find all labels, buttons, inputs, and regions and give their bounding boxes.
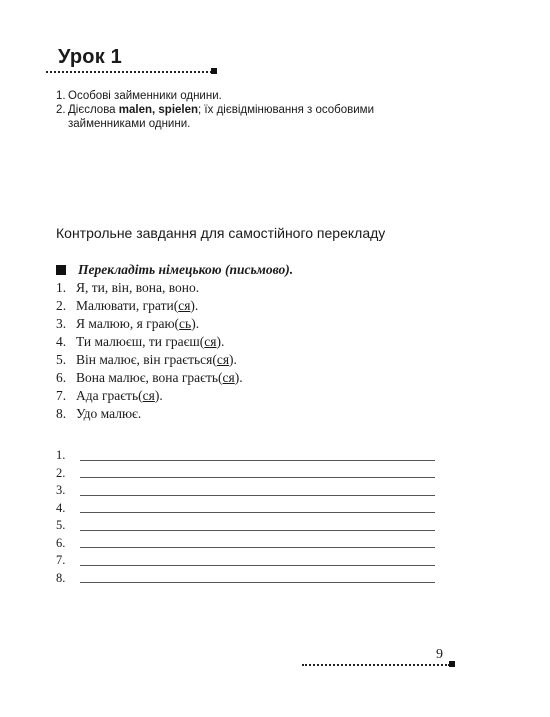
sentence-text <box>76 279 199 297</box>
answer-blank[interactable] <box>80 451 435 461</box>
sentence-number: 2. <box>56 298 67 313</box>
sentence-text <box>76 297 198 315</box>
sentence-text-before: Вона малює, вона граєть( <box>76 370 223 385</box>
sentence-number: 8. <box>56 406 67 421</box>
sentence-item <box>56 279 243 297</box>
sentence-underlined-ending: ся <box>142 388 155 403</box>
square-bullet-icon <box>56 265 66 275</box>
answer-line-number: 3. <box>56 483 66 497</box>
answer-blank[interactable] <box>80 521 435 531</box>
objective-suffix: ; їх дієвідмінювання з особовими займенниками однини. <box>68 104 375 130</box>
sentence-text-before: Я малюю, я граю( <box>76 316 180 331</box>
sentence-text-before: Ти малюєш, ти граєш( <box>76 334 205 349</box>
sentence-underlined-ending: ся <box>222 370 235 385</box>
sentence-text <box>76 351 237 369</box>
sentence-text-before: Він малює, він грається( <box>76 352 217 367</box>
sentence-item <box>56 351 243 369</box>
lesson-title: Урок 1 <box>58 46 123 68</box>
objective-text <box>68 103 416 131</box>
answer-line <box>56 465 435 483</box>
sentence-item <box>56 315 243 333</box>
sentence-text <box>76 405 141 423</box>
sentence-underlined-ending: ся <box>204 334 217 349</box>
answer-line-number: 1. <box>56 448 66 462</box>
sentence-text-before: Малювати, грати( <box>76 298 179 313</box>
objective-item <box>56 89 416 103</box>
objective-prefix: Дієслова <box>68 104 119 116</box>
answer-blank[interactable] <box>80 503 435 513</box>
sentence-text-after: ). <box>234 370 243 385</box>
footer-divider <box>302 664 450 666</box>
answer-blank[interactable] <box>80 573 435 583</box>
answer-line <box>56 447 435 465</box>
answer-lines <box>56 447 435 587</box>
sentence-item <box>56 333 243 351</box>
task-instruction-text: Перекладіть німецькою (письмово). <box>78 262 294 277</box>
answer-line <box>56 482 435 500</box>
lesson-objectives <box>56 89 416 131</box>
task-instruction <box>56 262 293 278</box>
sentence-text-before: Ада граєть( <box>76 388 143 403</box>
section-heading: Контрольне завдання для самостійного перекладу <box>56 225 386 241</box>
objective-number: 2. <box>56 104 66 116</box>
sentence-text-after: ). <box>154 388 163 403</box>
sentence-text-before: Удо малює. <box>76 406 142 421</box>
sentence-underlined-ending: сь <box>179 316 192 331</box>
footer-divider-square <box>449 661 455 667</box>
objective-item <box>56 103 416 131</box>
answer-line-number: 6. <box>56 535 66 550</box>
answer-blank[interactable] <box>80 468 435 478</box>
answer-line <box>56 535 435 553</box>
answer-blank[interactable] <box>80 538 435 548</box>
sentence-text-after: ). <box>216 334 225 349</box>
answer-blank[interactable] <box>80 486 435 496</box>
sentence-list <box>56 279 243 423</box>
sentence-item <box>56 369 243 387</box>
sentence-text <box>76 333 224 351</box>
answer-line-number: 8. <box>56 570 66 585</box>
sentence-item <box>56 297 243 315</box>
title-divider-square <box>211 68 217 74</box>
sentence-number: 5. <box>56 352 67 367</box>
objective-number: 1. <box>56 90 66 102</box>
sentence-text <box>76 369 243 387</box>
page-number: 9 <box>436 647 443 662</box>
sentence-number: 6. <box>56 370 67 385</box>
sentence-text-after: ). <box>229 352 237 367</box>
sentence-number: 4. <box>56 334 67 349</box>
sentence-text-before: Я, ти, він, вона, воно. <box>76 280 200 295</box>
sentence-number: 7. <box>56 388 67 403</box>
answer-line-number: 2. <box>56 465 66 480</box>
sentence-item <box>56 405 243 423</box>
answer-line-number: 7. <box>56 553 66 567</box>
sentence-underlined-ending: ся <box>178 298 191 313</box>
answer-line <box>56 500 435 518</box>
sentence-number: 3. <box>56 316 67 331</box>
sentence-text <box>76 387 163 405</box>
sentence-text-after: ). <box>191 316 200 331</box>
answer-line <box>56 517 435 535</box>
sentence-item <box>56 387 243 405</box>
answer-line <box>56 570 435 588</box>
title-divider <box>46 71 212 73</box>
objective-text: Особові займенники однини. <box>68 90 222 102</box>
sentence-underlined-ending: ся <box>216 352 230 367</box>
answer-line <box>56 552 435 570</box>
answer-line-number: 4. <box>56 500 66 515</box>
sentence-number: 1. <box>56 280 67 295</box>
sentence-text <box>76 315 199 333</box>
answer-line-number: 5. <box>56 518 66 532</box>
objective-bold-verbs: malen, spielen <box>118 104 199 116</box>
sentence-text-after: ). <box>190 298 199 313</box>
answer-blank[interactable] <box>80 556 435 566</box>
